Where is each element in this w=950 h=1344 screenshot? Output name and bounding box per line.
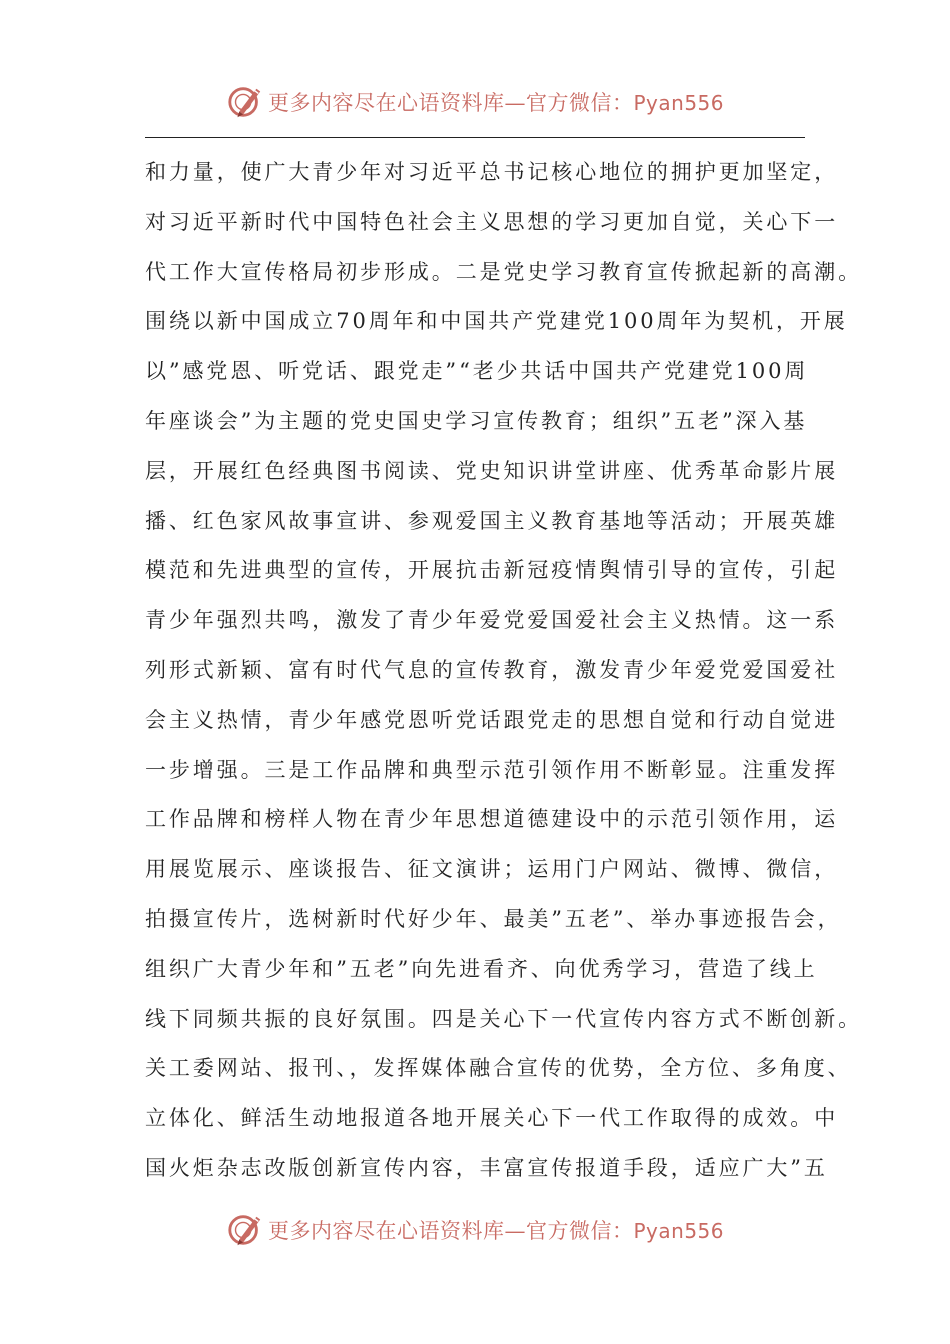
text-line: 以”感党恩、听党话、跟党走”“老少共话中国共产党建党100周	[145, 359, 809, 384]
header-divider	[145, 137, 805, 138]
text-line: 播、红色家风故事宣讲、参观爱国主义教育基地等活动；开展英雄	[145, 508, 839, 533]
text-line: 青少年强烈共鸣，激发了青少年爱党爱国爱社会主义热情。这一系	[145, 608, 839, 633]
pen-logo-icon	[226, 83, 264, 121]
text-line: 工作品牌和榜样人物在青少年思想道德建设中的示范引领作用，运	[145, 807, 839, 832]
text-line: 年座谈会”为主题的党史国史学习宣传教育；组织”五老”深入基	[145, 408, 808, 433]
footer-banner-text: 更多内容尽在心语资料库—官方微信：Pyan556	[267, 1219, 724, 1243]
text-line: 拍摄宣传片，选树新时代好少年、最美”五老”、举办事迹报告会，	[145, 906, 842, 931]
text-line: 列形式新颖、富有时代气息的宣传教育，激发青少年爱党爱国爱社	[145, 657, 839, 682]
header-banner	[0, 80, 950, 124]
footer-banner	[0, 1208, 950, 1252]
pen-logo-icon	[226, 1211, 264, 1249]
text-line: 一步增强。三是工作品牌和典型示范引领作用不断彰显。注重发挥	[145, 757, 839, 782]
text-line: 模范和先进典型的宣传，开展抗击新冠疫情舆情引导的宣传，引起	[145, 558, 839, 583]
wechat-id: Pyan556	[633, 91, 724, 115]
text-line: 国火炬杂志改版创新宣传内容，丰富宣传报道手段，适应广大”五	[145, 1155, 828, 1180]
text-line: 会主义热情，青少年感党恩听党话跟党走的思想自觉和行动自觉进	[145, 707, 839, 732]
header-banner-text: 更多内容尽在心语资料库—官方微信：Pyan556	[267, 91, 724, 115]
document-body	[145, 148, 862, 1194]
text-line: 对习近平新时代中国特色社会主义思想的学习更加自觉，关心下一	[145, 209, 839, 234]
wechat-id: Pyan556	[633, 1219, 724, 1243]
text-line: 组织广大青少年和”五老”向先进看齐、向优秀学习，营造了线上	[145, 956, 818, 981]
text-line: 用展览展示、座谈报告、征文演讲；运用门户网站、微博、微信，	[145, 857, 839, 882]
text-line: 立体化、鲜活生动地报道各地开展关心下一代工作取得的成效。中	[145, 1106, 839, 1131]
text-line: 和力量，使广大青少年对习近平总书记核心地位的拥护更加坚定，	[145, 160, 839, 184]
text-line: 关工委网站、报刊、，发挥媒体融合宣传的优势，全方位、多角度、	[145, 1056, 852, 1081]
text-line: 层，开展红色经典图书阅读、党史知识讲堂讲座、优秀革命影片展	[145, 458, 839, 483]
text-line: 代工作大宣传格局初步形成。二是党史学习教育宣传掀起新的高潮。	[145, 259, 862, 284]
text-line: 线下同频共振的良好氛围。四是关心下一代宣传内容方式不断创新。	[145, 1006, 862, 1031]
text-line: 围绕以新中国成立70周年和中国共产党建党100周年为契机，开展	[145, 309, 848, 334]
